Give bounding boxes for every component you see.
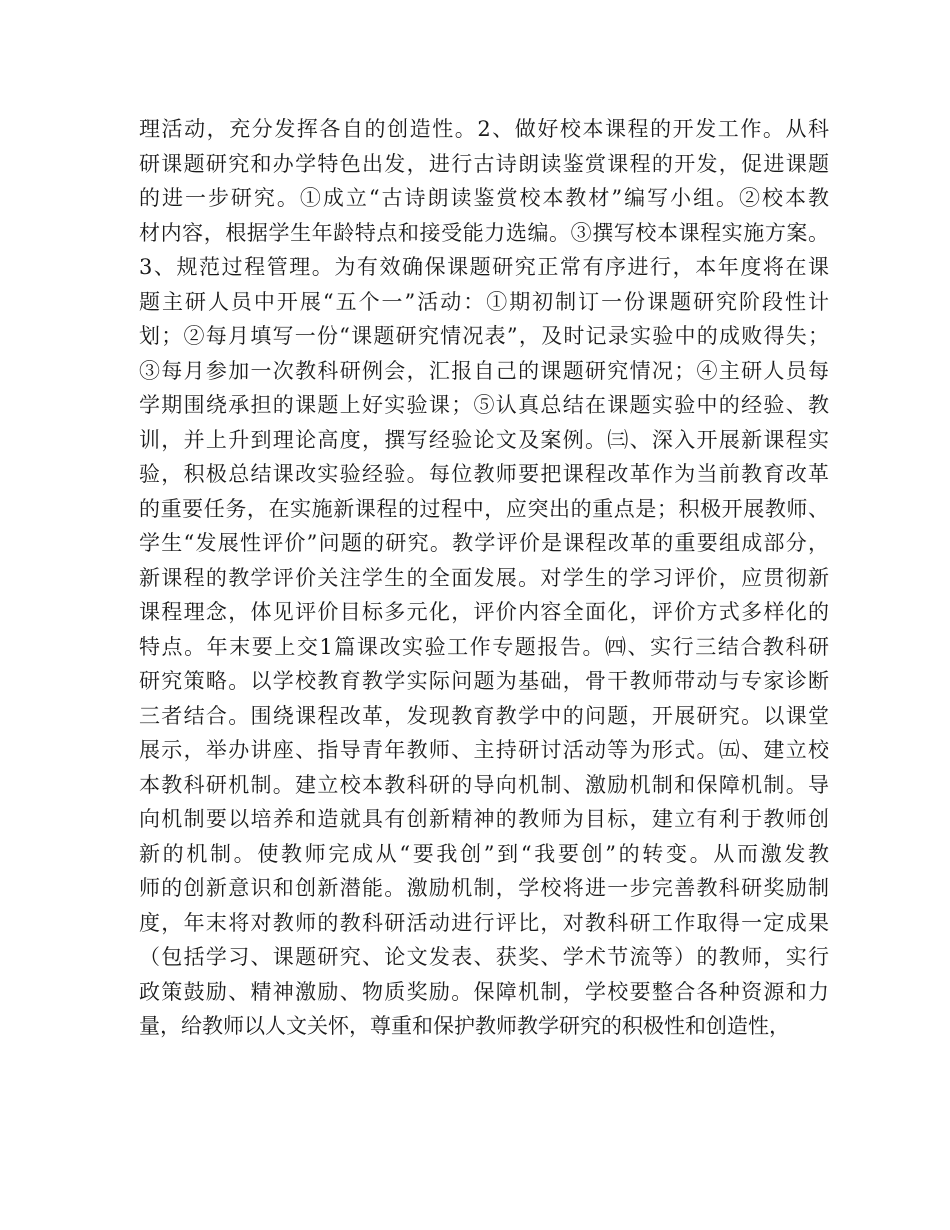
text-line: 政策鼓励、精神激励、物质奖励。保障机制，学校要整合各种资源和力 [139,979,829,1004]
text-line: 研课题研究和办学特色出发，进行古诗朗读鉴赏课程的开发，促进课题 [139,151,829,176]
text-line: 本教科研机制。建立校本教科研的导向机制、激励机制和保障机制。导 [139,772,829,797]
text-line: 新的机制。使教师完成从“要我创”到“我要创”的转变。从而激发教 [139,841,829,866]
text-line: 三者结合。围绕课程改革，发现教育教学中的问题，开展研究。以课堂 [139,703,829,728]
text-line: 题主研人员中开展“五个一”活动：①期初制订一份课题研究阶段性计 [139,289,829,314]
text-line: 特点。年末要上交1篇课改实验工作专题报告。㈣、实行三结合教科研 [139,634,829,659]
text-line: 材内容，根据学生年龄特点和接受能力选编。③撰写校本课程实施方案。 [139,220,829,245]
text-line: 量，给教师以人文关怀，尊重和保护教师教学研究的积极性和创造性， [139,1014,790,1038]
text-line: （包括学习、课题研究、论文发表、获奖、学术节流等）的教师，实行 [139,945,829,969]
text-line: 向机制要以培养和造就具有创新精神的教师为目标，建立有利于教师创 [139,807,829,831]
text-line: 验，积极总结课改实验经验。每位教师要把课程改革作为当前教育改革 [139,462,829,486]
text-line: ③每月参加一次教科研例会，汇报自己的课题研究情况；④主研人员每 [139,358,829,383]
text-line: 研究策略。以学校教育教学实际问题为基础，骨干教师带动与专家诊断 [139,669,829,693]
text-line: 展示，举办讲座、指导青年教师、主持研讨活动等为形式。㈤、建立校 [139,738,829,762]
text-line: 的进一步研究。①成立“古诗朗读鉴赏校本教材”编写小组。②校本教 [139,186,829,210]
text-line: 理活动，充分发挥各自的创造性。2、做好校本课程的开发工作。从科 [139,117,829,141]
text-line: 学生“发展性评价”问题的研究。教学评价是课程改革的重要组成部分， [139,531,829,555]
text-line: 度，年末将对教师的教科研活动进行评比，对教科研工作取得一定成果 [139,910,829,935]
text-line: 划；②每月填写一份“课题研究情况表”，及时记录实验中的成败得失； [139,324,829,348]
text-line: 训，并上升到理论高度，撰写经验论文及案例。㈢、深入开展新课程实 [139,427,829,452]
text-line: 师的创新意识和创新潜能。激励机制，学校将进一步完善教科研奖励制 [139,876,829,900]
text-line: 的重要任务，在实施新课程的过程中，应突出的重点是；积极开展教师、 [139,496,829,521]
text-line: 课程理念，体见评价目标多元化，评价内容全面化，评价方式多样化的 [139,600,829,624]
text-line: 新课程的教学评价关注学生的全面发展。对学生的学习评价，应贯彻新 [139,565,829,590]
text-line: 3、规范过程管理。为有效确保课题研究正常有序进行，本年度将在课 [139,255,829,279]
text-line: 学期围绕承担的课题上好实验课；⑤认真总结在课题实验中的经验、教 [139,393,829,417]
body-text [139,112,829,1044]
